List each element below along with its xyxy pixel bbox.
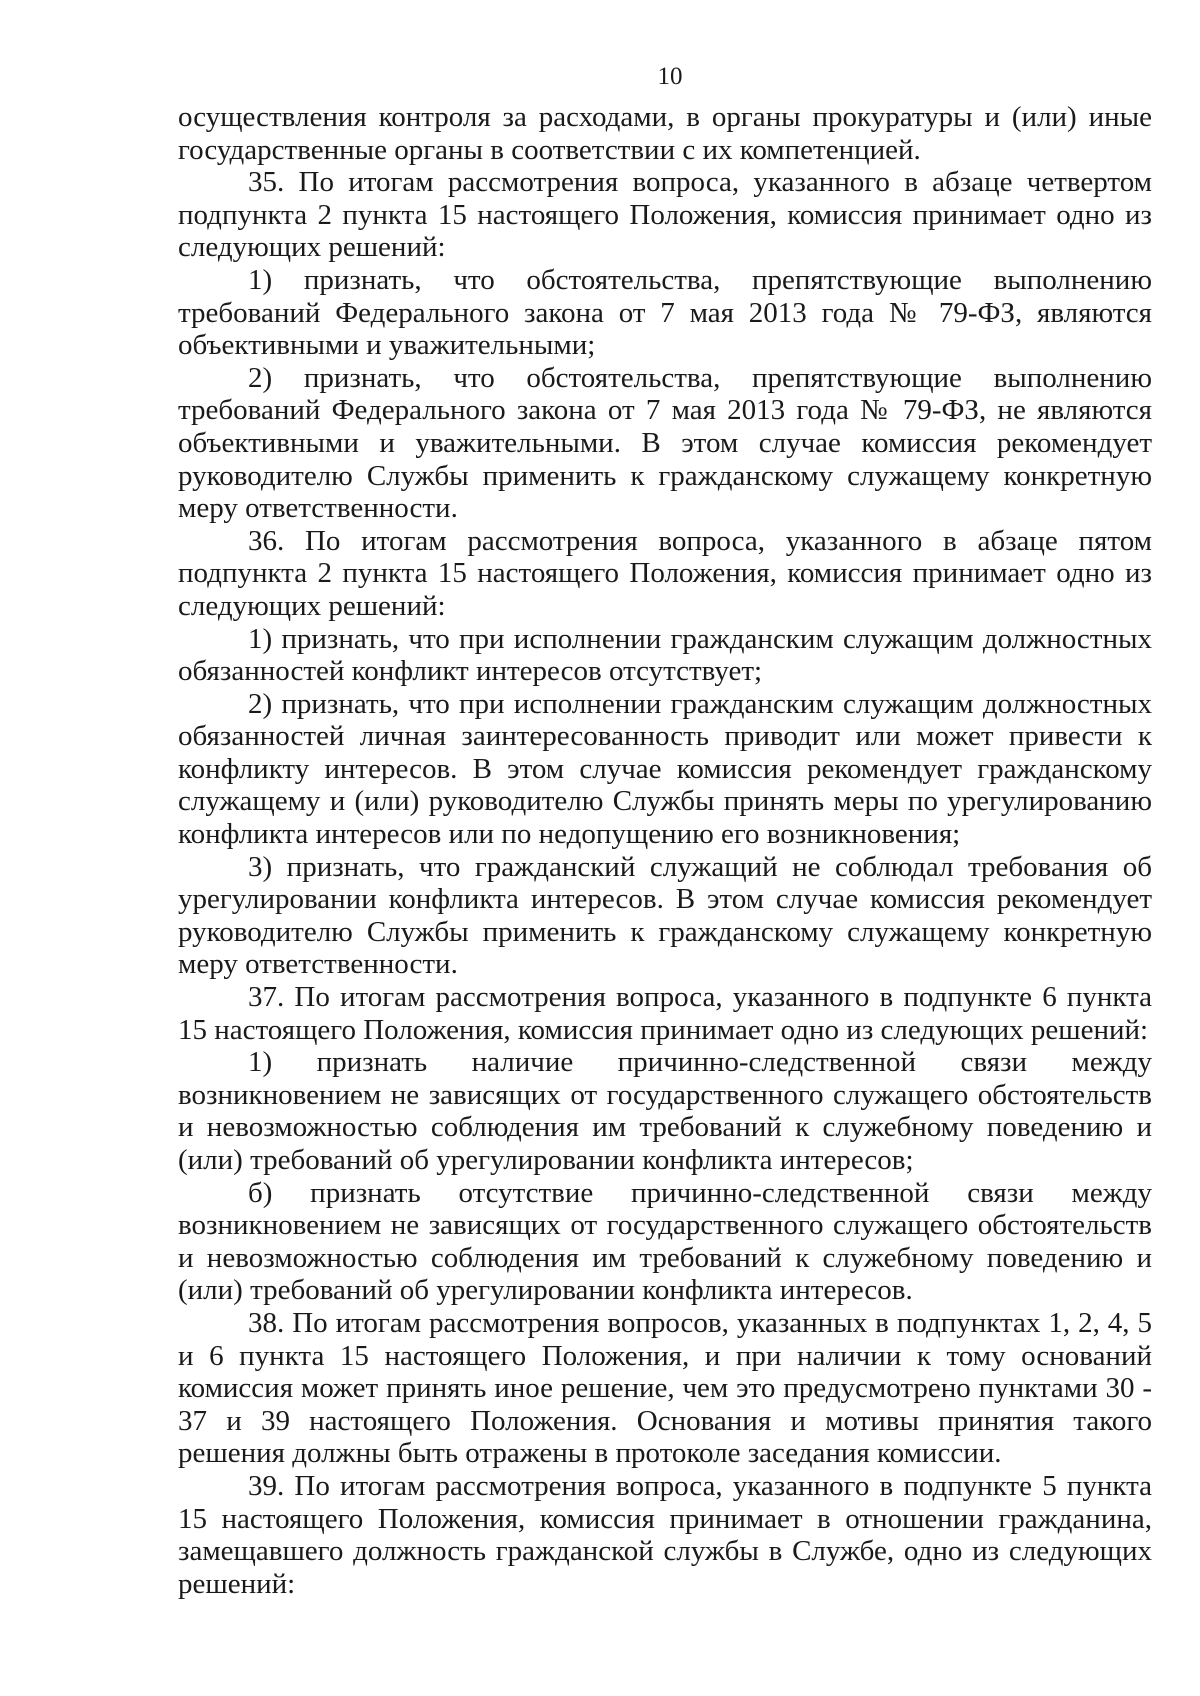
paragraph-37-item-b: б) признать отсутствие причинно-следственной связи между возникновением не зависящих от государственного служащего обстоятельств и невозможностью соблюдения им требований к служебному поведению и (или) требований об урегулировании конфликта интересов. — [178, 1176, 1152, 1307]
paragraph-39: 39. По итогам рассмотрения вопроса, указанного в подпункте 5 пункта 15 настоящего Положения, комиссия принимает в отношении гражданина, замещавшего должность гражданской службы в Службе, одно из следующих решений: — [178, 1469, 1152, 1600]
paragraph-35-item-1: 1) признать, что обстоятельства, препятствующие выполнению требований Федерального закона от 7 мая 2013 года № 79-ФЗ, являются объективными и уважительными; — [178, 263, 1152, 362]
paragraph-35: 35. По итогам рассмотрения вопроса, указанного в абзаце четвертом подпункта 2 пункта 15 настоящего Положения, комиссия принимает одно из следующих решений: — [178, 166, 1152, 264]
paragraph-35-item-2: 2) признать, что обстоятельства, препятствующие выполнению требований Федерального закона от 7 мая 2013 года № 79-ФЗ, не являются объективными и уважительными. В этом случае комиссия рекомендует руководителю Службы применить к гражданскому служащему конкретную меру ответственности. — [178, 361, 1152, 525]
paragraph-36-item-3: 3) признать, что гражданский служащий не соблюдал требования об урегулировании конфликта интересов. В этом случае комиссия рекомендует руководителю Службы применить к гражданскому служащему конкретную меру ответственности. — [178, 850, 1152, 981]
paragraph-36-item-2: 2) признать, что при исполнении гражданским служащим должностных обязанностей личная заинтересованность приводит или может привести к конфликту интересов. В этом случае комиссия рекомендует гражданскому служащему и (или) руководителю Службы принять меры по урегулированию конфликта интересов или по недопущению его возникновения; — [178, 687, 1152, 851]
paragraph-37: 37. По итогам рассмотрения вопроса, указанного в подпункте 6 пункта 15 настоящего Положения, комиссия принимает одно из следующих решений: — [178, 981, 1152, 1046]
page-number: 10 — [657, 63, 683, 90]
paragraph-37-item-1: 1) признать наличие причинно-следственной связи между возникновением не зависящих от государственного служащего обстоятельств и невозможностью соблюдения им требований к служебному поведению и (или) требований об урегулировании конфликта интересов; — [178, 1046, 1152, 1176]
paragraph-36: 36. По итогам рассмотрения вопроса, указанного в абзаце пятом подпункта 2 пункта 15 настоящего Положения, комиссия принимает одно из следующих решений: — [178, 524, 1152, 622]
paragraph-continuation: осуществления контроля за расходами, в органы прокуратуры и (или) иные государственные органы в соответствии с их компетенцией. — [178, 101, 1152, 166]
paragraph-38: 38. По итогам рассмотрения вопросов, указанных в подпунктах 1, 2, 4, 5 и 6 пункта 15 настоящего Положения, и при наличии к тому оснований комиссия может принять иное решение, чем это предусмотрено пунктами 30 - 37 и 39 настоящего Положения. Основания и мотивы принятия такого решения должны быть отражены в протоколе заседания комиссии. — [178, 1306, 1152, 1470]
paragraph-36-item-1: 1) признать, что при исполнении гражданским служащим должностных обязанностей конфликт интересов отсутствует; — [178, 622, 1152, 688]
